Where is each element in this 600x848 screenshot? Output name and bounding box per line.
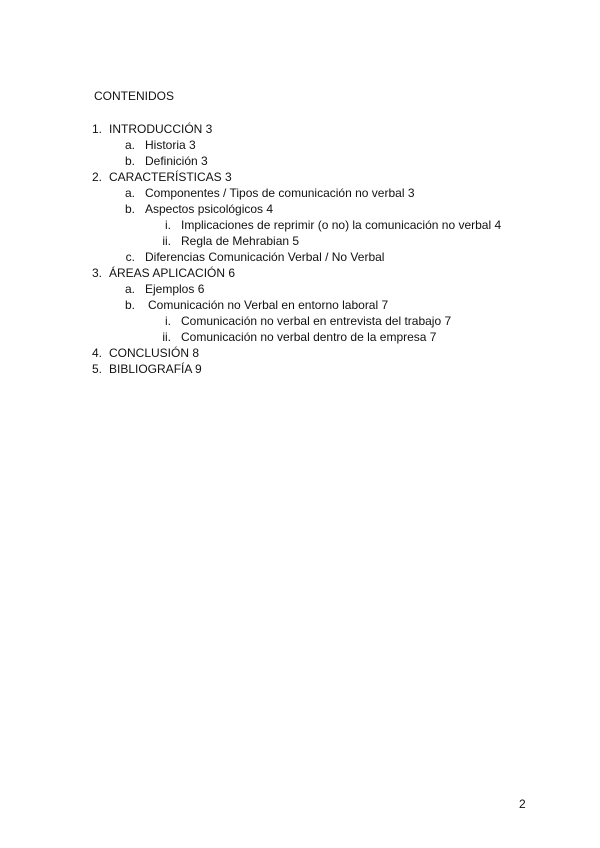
toc-entry-text: Implicaciones de reprimir (o no) la comunicación no verbal 4 [181,218,502,232]
toc-entry-text: Historia 3 [145,138,196,152]
toc-entry-text: Componentes / Tipos de comunicación no verbal 3 [145,186,415,200]
toc-entry-text: Definición 3 [145,154,208,168]
toc-marker: a. [124,186,135,200]
toc-marker: 3. [91,266,102,280]
toc-marker: b. [124,298,135,312]
toc-entry-regla-mehrabian [162,234,300,248]
toc-marker: 5. [91,362,102,376]
toc-entry-text: Aspectos psicológicos 4 [145,202,274,216]
toc-entry-text: CARACTERÍSTICAS 3 [109,170,232,184]
toc-entry-ejemplos [124,282,205,296]
toc-entry-conclusion [91,346,200,360]
toc-entry-text: BIBLIOGRAFÍA 9 [109,362,202,376]
toc-entry-text: ÁREAS APLICACIÓN 6 [109,266,236,280]
page-title: CONTENIDOS [94,89,175,103]
toc-entry-aspectos-psicologicos [124,202,274,216]
toc-entry-text: INTRODUCCIÓN 3 [109,122,213,136]
toc-entry-entorno-laboral [124,298,389,312]
toc-entry-text: Diferencias Comunicación Verbal / No Verbal [145,250,385,264]
toc-marker: ii. [162,234,171,248]
toc-marker: 2. [91,170,102,184]
toc-entry-text: CONCLUSIÓN 8 [109,346,200,360]
toc-entry-definicion [124,154,208,168]
toc-entry-bibliografia [91,362,202,376]
toc-entry-text: Comunicación no Verbal en entorno laboral 7 [148,298,389,312]
toc-marker: i. [165,314,171,328]
toc-marker: 4. [91,346,102,360]
toc-marker: b. [124,154,135,168]
toc-entry-text: Comunicación no verbal en entrevista del trabajo 7 [181,314,452,328]
toc-entry-componentes [124,186,415,200]
toc-entry-areas-aplicacion [91,266,236,280]
toc-entry-introduccion [91,122,213,136]
toc-entry-caracteristicas [91,170,232,184]
toc-marker: ii. [162,330,171,344]
toc-entry-diferencias [125,250,385,264]
toc-marker: 1. [91,122,102,136]
toc-entry-implicaciones [165,218,502,232]
page-number: 2 [519,797,526,811]
toc-marker: i. [165,218,171,232]
toc-entry-text: Ejemplos 6 [145,282,205,296]
toc-marker: c. [125,250,135,264]
toc-entry-historia [124,138,196,152]
toc-marker: b. [124,202,135,216]
toc-marker: a. [124,138,135,152]
toc-entry-text: Regla de Mehrabian 5 [181,234,300,248]
toc-entry-entrevista-trabajo [165,314,452,328]
toc-marker: a. [124,282,135,296]
toc-entry-dentro-empresa [162,330,437,344]
toc-entry-text: Comunicación no verbal dentro de la empresa 7 [181,330,437,344]
